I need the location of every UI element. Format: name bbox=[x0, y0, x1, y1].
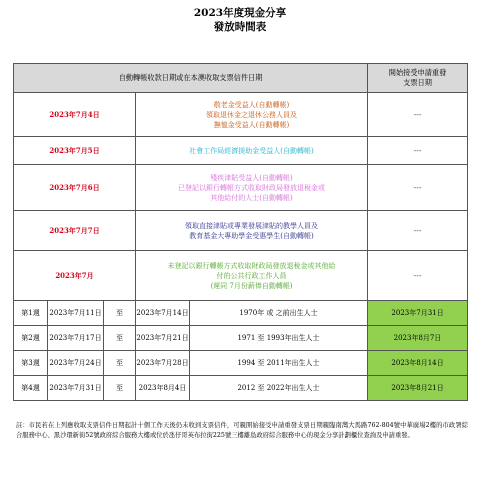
week-from: 2023年7月24日 bbox=[48, 351, 104, 376]
week-to-word: 至 bbox=[104, 301, 136, 326]
group-date: 2023年7月5日 bbox=[14, 137, 136, 165]
header-reissue bbox=[368, 64, 468, 93]
group-row bbox=[14, 211, 468, 251]
week-row bbox=[14, 326, 468, 351]
group-beneficiaries bbox=[136, 137, 368, 165]
week-label: 第4週 bbox=[14, 376, 48, 401]
group-row bbox=[14, 251, 468, 301]
group-reissue: --- bbox=[368, 251, 468, 301]
week-to: 2023年7月28日 bbox=[136, 351, 190, 376]
beneficiary-line: 領取直接津貼或專業發展津貼的教學人員及 bbox=[185, 221, 318, 230]
week-to: 2023年7月21日 bbox=[136, 326, 190, 351]
beneficiary-line: 其他給付的人士(自動轉帳) bbox=[210, 193, 293, 202]
week-row bbox=[14, 301, 468, 326]
week-reissue-date: 2023年7月31日 bbox=[368, 301, 468, 326]
week-from: 2023年7月17日 bbox=[48, 326, 104, 351]
beneficiary-line: 敬老金受益人(自動轉帳) bbox=[213, 100, 290, 109]
beneficiary-line: 撫恤金受益人(自動轉帳) bbox=[213, 120, 290, 129]
week-birth-years: 1970年 或 之前出生人士 bbox=[190, 301, 368, 326]
week-birth-years: 1971 至 1993年出生人士 bbox=[190, 326, 368, 351]
group-reissue: --- bbox=[368, 211, 468, 251]
week-reissue-date: 2023年8月7日 bbox=[368, 326, 468, 351]
week-to-word: 至 bbox=[104, 326, 136, 351]
beneficiary-line: 付的公共行政工作人員 bbox=[216, 271, 287, 280]
week-to-word: 至 bbox=[104, 351, 136, 376]
week-to: 2023年8月4日 bbox=[136, 376, 190, 401]
group-reissue: --- bbox=[368, 165, 468, 211]
week-birth-years: 1994 至 2011年出生人士 bbox=[190, 351, 368, 376]
group-row bbox=[14, 137, 468, 165]
beneficiary-line: (遲同 7月份薪俸自動轉帳) bbox=[210, 281, 293, 290]
beneficiary-line: 教育基金大專助學金受惠學生(自動轉帳) bbox=[189, 231, 314, 240]
header-reissue-line: 支票日期 bbox=[403, 78, 432, 87]
group-row bbox=[14, 93, 468, 137]
group-beneficiaries bbox=[136, 165, 368, 211]
page-title: 2023年度現金分享 bbox=[193, 7, 287, 19]
week-to: 2023年7月14日 bbox=[136, 301, 190, 326]
group-date: 2023年7月 bbox=[14, 251, 136, 301]
week-to-word: 至 bbox=[104, 376, 136, 401]
group-reissue: --- bbox=[368, 93, 468, 137]
week-reissue-date: 2023年8月14日 bbox=[368, 351, 468, 376]
beneficiary-line: 社會工作局經濟援助金受益人(自動轉帳) bbox=[189, 146, 314, 155]
group-reissue: --- bbox=[368, 137, 468, 165]
week-row bbox=[14, 376, 468, 401]
week-label: 第3週 bbox=[14, 351, 48, 376]
page-subtitle: 發放時間表 bbox=[213, 21, 267, 33]
group-beneficiaries bbox=[136, 93, 368, 137]
group-beneficiaries bbox=[136, 211, 368, 251]
week-row bbox=[14, 351, 468, 376]
group-date: 2023年7月7日 bbox=[14, 211, 136, 251]
beneficiary-line: 殘疾津貼受益人(自動轉帳) bbox=[210, 173, 293, 182]
week-label: 第1週 bbox=[14, 301, 48, 326]
week-reissue-date: 2023年8月21日 bbox=[368, 376, 468, 401]
header-reissue-line: 開始接受申請重發 bbox=[388, 68, 447, 77]
week-label: 第2週 bbox=[14, 326, 48, 351]
group-row bbox=[14, 165, 468, 211]
beneficiary-line: 已登記以銀行轉帳方式收取財政局發放退稅金或 bbox=[178, 183, 325, 192]
group-date: 2023年7月4日 bbox=[14, 93, 136, 137]
week-from: 2023年7月31日 bbox=[48, 376, 104, 401]
beneficiary-line: 領取退休金之退休公務人員及 bbox=[206, 110, 297, 119]
schedule-table bbox=[13, 63, 468, 401]
table-header-row bbox=[14, 64, 468, 93]
week-from: 2023年7月11日 bbox=[48, 301, 104, 326]
group-date: 2023年7月6日 bbox=[14, 165, 136, 211]
week-birth-years: 2012 至 2022年出生人士 bbox=[190, 376, 368, 401]
group-beneficiaries bbox=[136, 251, 368, 301]
header-main: 自動轉帳收款日期或在本澳收取支票信件日期 bbox=[14, 64, 368, 93]
footnote: 註：市民若在上列應收取支票信件日期起計十個工作天後仍未收到支票信件，可親開始接受申請重發支票日期親臨南灣大馬路762-804號中華廣場2樓的市政署綜合服務中心、黑沙環新街52號政府綜合服務大樓或位於氹仔哥英布拉街225號三樓離島政府綜合服務中心的現金分享計劃櫃位查詢及申請重發。 bbox=[16, 422, 468, 439]
beneficiary-line: 未登記以銀行轉帳方式收取財政局發放退稅金或其他給 bbox=[167, 261, 336, 270]
